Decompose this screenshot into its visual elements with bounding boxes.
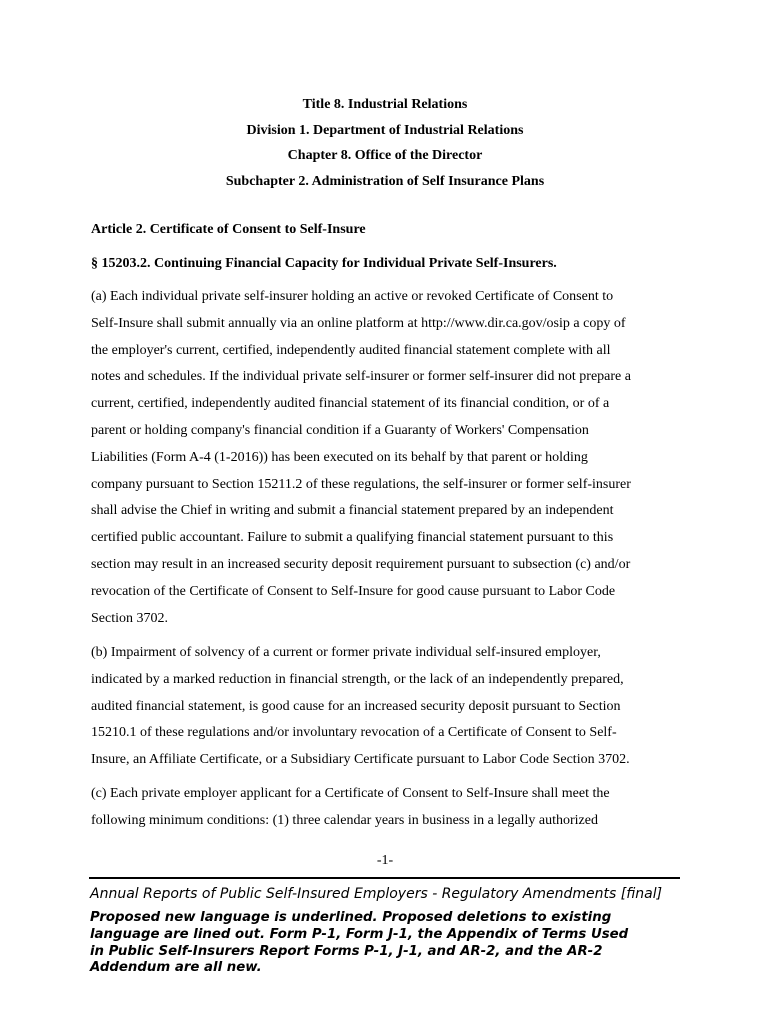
paragraph-line: Liabilities (Form A-4 (1-2016)) has been executed on its behalf by that parent or holding [91, 449, 588, 465]
paragraph-line: section may result in an increased security deposit requirement pursuant to subsection (c) and/or [91, 556, 631, 572]
division-heading: Division 1. Department of Industrial Relations [246, 122, 524, 138]
paragraph-line: Self-Insure shall submit annually via an online platform at http://www.dir.ca.gov/osip a copy of [91, 315, 626, 331]
paragraph-line: indicated by a marked reduction in financial strength, or the lack of an independently prepared, [91, 671, 624, 687]
regulation-headings [0, 92, 770, 194]
paragraph-line: audited financial statement, is good cause for an increased security deposit pursuant to Section [91, 698, 621, 714]
paragraph-line: 15210.1 of these regulations and/or involuntary revocation of a Certificate of Consent to Self- [91, 725, 617, 741]
paragraph-line: certified public accountant. Failure to submit a qualifying financial statement pursuant to this [91, 530, 614, 546]
paragraph-line: notes and schedules. If the individual private self-insurer or former self-insurer did not prepare a [91, 369, 631, 385]
paragraph-line: company pursuant to Section 15211.2 of these regulations, the self-insurer or former self-insurer [91, 476, 631, 492]
footer-title: Annual Reports of Public Self-Insured Employers - Regulatory Amendments [final] [90, 886, 663, 902]
paragraph-b [91, 640, 691, 774]
paragraph-line: Section 3702. [91, 610, 168, 626]
paragraph-line: current, certified, independently audited financial statement of its financial condition, or of a [91, 396, 610, 412]
footer-note-line: in Public Self-Insurers Report Forms P-1, J-1, and AR-2, and the AR-2 [90, 943, 603, 959]
title-heading: Title 8. Industrial Relations [302, 97, 468, 112]
paragraph-line: the employer's current, certified, independently audited financial statement complete with all [91, 342, 611, 358]
section-heading: § 15203.2. Continuing Financial Capacity for Individual Private Self-Insurers. [91, 256, 557, 271]
paragraph-a [91, 284, 691, 632]
footer-divider [89, 877, 680, 879]
paragraph-line: Insure, an Affiliate Certificate, or a Subsidiary Certificate pursuant to Labor Code Section 3702. [91, 752, 630, 768]
paragraph-line: following minimum conditions: (1) three calendar years in business in a legally authorized [91, 812, 598, 828]
chapter-heading: Chapter 8. Office of the Director [287, 148, 483, 164]
paragraph-line: shall advise the Chief in writing and submit a financial statement prepared by an independent [91, 503, 614, 519]
paragraph-line: (b) Impairment of solvency of a current or former private individual self-insured employer, [91, 645, 601, 660]
page-number: -1- [376, 853, 394, 868]
subchapter-heading: Subchapter 2. Administration of Self Insurance Plans [225, 173, 545, 189]
footer-note-line: language are lined out. Form P-1, Form J-1, the Appendix of Terms Used [90, 926, 629, 942]
article-heading: Article 2. Certificate of Consent to Self-Insure [91, 222, 366, 237]
paragraph-c [91, 781, 691, 835]
footer-note [90, 910, 690, 977]
paragraph-line: revocation of the Certificate of Consent to Self-Insure for good cause pursuant to Labor Code [91, 583, 616, 599]
paragraph-line: (a) Each individual private self-insurer holding an active or revoked Certificate of Consent to [91, 289, 614, 304]
footer-note-line: Addendum are all new. [90, 960, 262, 976]
footer-note-line: Proposed new language is underlined. Proposed deletions to existing [90, 910, 612, 925]
paragraph-line: (c) Each private employer applicant for a Certificate of Consent to Self-Insure shall meet the [91, 786, 610, 801]
paragraph-line: parent or holding company's financial condition if a Guaranty of Workers' Compensation [91, 422, 589, 438]
